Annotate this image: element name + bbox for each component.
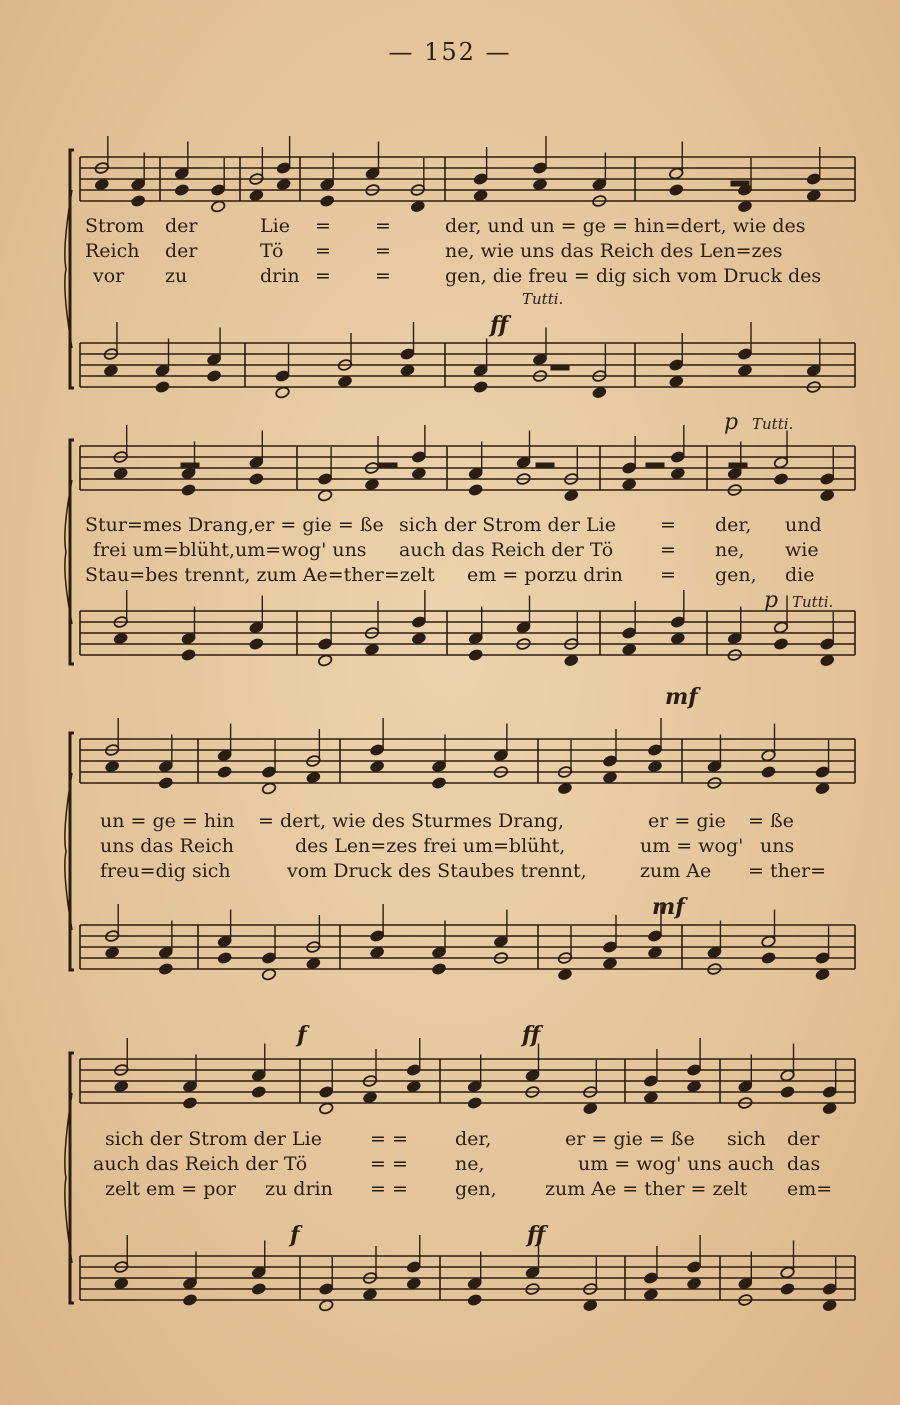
tutti-label-s1: Tutti.	[522, 290, 564, 308]
page-number: — 152 —	[388, 38, 512, 66]
lyric-s1-l1: Strom der Lie = = der, und un = ge = hin=dert, wie des	[85, 215, 806, 237]
lyric-s4-l3: zelt em = por zu drin = = gen, zum Ae = ther = zelt em=	[105, 1178, 833, 1200]
dynamic-ff-s1: ff	[490, 312, 509, 338]
lyric-s1-l2: Reich der Tö = = ne, wie uns das Reich des Len=zes	[85, 240, 783, 262]
dynamic-f-s4-bottom: f	[290, 1222, 300, 1248]
lyric-s2-l3: Stau=bes trennt, zum Ae=ther=zelt em = por zu drin = gen, die	[85, 564, 815, 586]
lyric-s4-l2: auch das Reich der Tö = = ne, um = wog' uns auch das	[93, 1153, 821, 1175]
lyric-s1-l3: vor zu drin = = gen, die freu = dig sich vom Druck des	[93, 265, 822, 287]
lyric-s3-l1: un = ge = hin = dert, wie des Sturmes Drang, er = gie = ße	[100, 810, 794, 832]
lyric-s3-l3: freu=dig sich vom Druck des Staubes trennt, zum Ae = ther=	[100, 860, 827, 882]
dynamic-f-s4-top: f	[297, 1022, 307, 1048]
dynamic-mf-s3-bottom: mf	[652, 894, 685, 920]
dynamic-mf-s3-top: mf	[665, 684, 698, 710]
lyric-s4-l1: sich der Strom der Lie = = der, er = gie = ße sich der	[105, 1128, 820, 1150]
tutti-label-s2-top: Tutti.	[752, 415, 794, 433]
lyric-s2-l1: Stur=mes Drang,er = gie = ße sich der Strom der Lie = der, und	[85, 514, 822, 536]
tutti-label-s2-bottom: Tutti.	[792, 593, 834, 611]
dynamic-p-s2-bottom: p	[764, 588, 779, 613]
dynamic-p-s2-top: p	[724, 410, 739, 435]
dynamic-ff-s4-bottom: ff	[527, 1222, 546, 1248]
lyric-s2-l2: frei um=blüht,um=wog' uns auch das Reich der Tö = ne, wie	[93, 539, 819, 561]
dynamic-ff-s4-top: ff	[522, 1022, 541, 1048]
lyric-s3-l2: uns das Reich des Len=zes frei um=blüht, um = wog' uns	[100, 835, 795, 857]
